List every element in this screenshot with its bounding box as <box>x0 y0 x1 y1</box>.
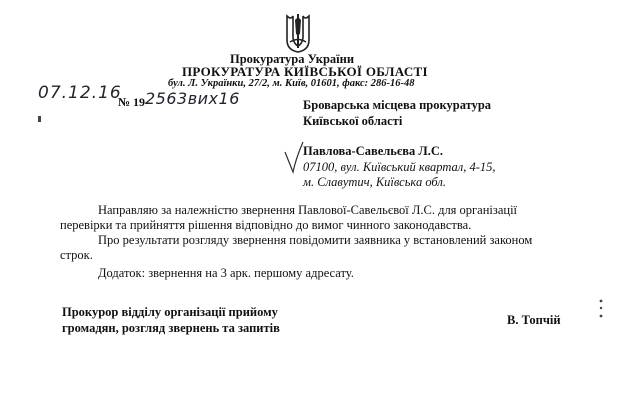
signatory-name: В. Топчій <box>507 313 561 327</box>
org-address: бул. Л. Українки, 27/2, м. Київ, 01601, факс: 286-16-48 <box>168 78 415 89</box>
signatory-title-line2: громадян, розгляд звернень та запитів <box>62 321 280 335</box>
handwritten-date: 07.12.16 <box>38 83 122 103</box>
addressee-2-name: Павлова-Савельєва Л.С. <box>303 144 443 158</box>
body-paragraph-2-line2: строк. <box>60 248 93 262</box>
addressee-2-address-line1: 07100, вул. Київський квартал, 4-15, <box>303 160 496 174</box>
addressee-2-address-line2: м. Славутич, Київська обл. <box>303 175 446 189</box>
body-paragraph-1-line1: Направляю за належністю звернення Павлової-Савельєвої Л.С. для організації <box>98 203 518 217</box>
signatory-title-line1: Прокурор відділу організації прийому <box>62 305 278 319</box>
addressee-1-line2: Київської області <box>303 114 403 128</box>
trident-emblem-icon <box>284 12 312 54</box>
attachment-note: Додаток: звернення на 3 арк. першому адресату. <box>98 266 354 280</box>
org-parent-name: Прокуратура України <box>230 52 355 66</box>
addressee-1-line1: Броварська місцева прокуратура <box>303 98 492 112</box>
outgoing-number-prefix: № 19- <box>118 95 150 109</box>
body-paragraph-1-line2: перевірки та прийняття рішення відповідно до вимог чинного законодавства. <box>60 218 472 232</box>
margin-ink-mark <box>598 298 604 320</box>
body-paragraph-2-line1: Про результати розгляду звернення повідомити заявника у встановлений законом <box>98 233 533 247</box>
handwritten-outgoing-number: 2563вих16 <box>145 89 240 108</box>
stray-ink-mark <box>38 116 41 122</box>
org-name: ПРОКУРАТУРА КИЇВСЬКОЇ ОБЛАСТІ <box>182 64 428 79</box>
handwritten-check-icon <box>283 140 305 174</box>
